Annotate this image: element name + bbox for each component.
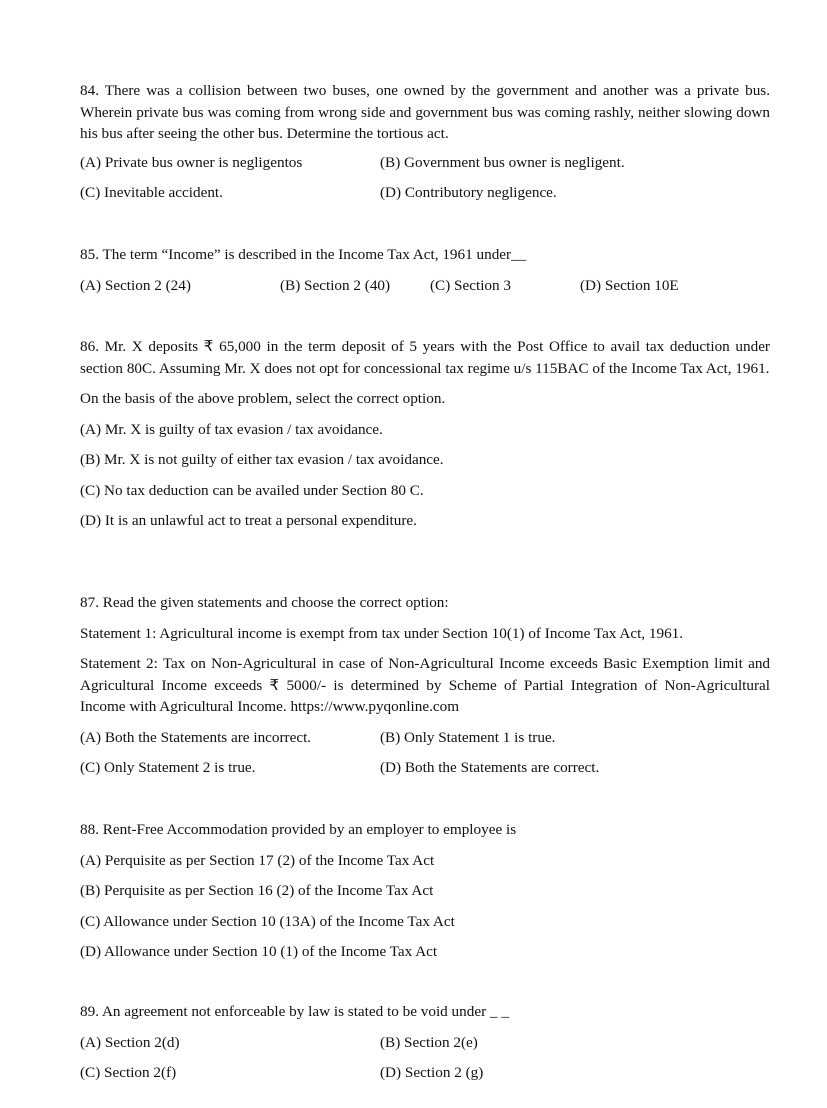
option-a: (A) Perquisite as per Section 17 (2) of the Income Tax Act	[80, 851, 435, 869]
question-subtext: On the basis of the above problem, select the correct option.	[80, 390, 446, 407]
option-b: (B) Section 2 (40)	[280, 276, 391, 294]
options-grid	[80, 1032, 770, 1054]
option-d: (D) Section 10E	[580, 276, 679, 294]
question-text: 86. Mr. X deposits ₹ 65,000 in the term deposit of 5 years with the Post Office to avail tax deduction under section 80C. Assuming Mr. X does not opt for concessional tax regime u/s 115BAC of the Income Tax Act, 1961.	[80, 338, 770, 377]
question-85	[80, 244, 770, 296]
question-84	[80, 80, 770, 204]
question-text: 88. Rent-Free Accommodation provided by an employer to employee is	[80, 821, 517, 838]
options-grid	[80, 727, 770, 749]
option-d: (D) Contributory negligence.	[380, 184, 557, 201]
option-c: (C) Inevitable accident.	[80, 184, 223, 201]
options-grid	[80, 275, 770, 297]
option-b: (B) Mr. X is not guilty of either tax evasion / tax avoidance.	[80, 451, 444, 468]
option-a: (A) Mr. X is guilty of tax evasion / tax avoidance.	[80, 420, 383, 438]
option-b: (B) Section 2(e)	[380, 1033, 478, 1051]
option-a: (A) Private bus owner is negligentos	[80, 153, 303, 171]
option-d: (D) Both the Statements are correct.	[380, 759, 600, 776]
question-text: 84. There was a collision between two buses, one owned by the government and another was a private bus. Wherein private bus was coming from wrong side and government bus was coming rashly, neither slowing down his bus after seeing the other bus. Determine the tortious act.	[80, 82, 770, 142]
option-a: (A) Section 2(d)	[80, 1033, 180, 1051]
statement-2: Statement 2: Tax on Non-Agricultural in case of Non-Agricultural Income exceeds Basic Exemption limit and Agricultural Income exceeds ₹ 5000/- is determined by Scheme of Partial Integration of Non-Agricultural Income with Agricultural Income. https://www.pyqonline.com	[80, 655, 770, 715]
options-grid	[80, 1062, 770, 1084]
question-text: 87. Read the given statements and choose the correct option:	[80, 594, 449, 611]
question-text: 85. The term “Income” is described in the Income Tax Act, 1961 under__	[80, 246, 527, 263]
option-a: (A) Section 2 (24)	[80, 276, 191, 294]
option-c: (C) Section 2(f)	[80, 1064, 177, 1081]
question-89	[80, 1001, 770, 1084]
question-text: 89. An agreement not enforceable by law is stated to be void under _ _	[80, 1003, 509, 1020]
options-grid	[80, 152, 770, 174]
option-c: (C) Section 3	[430, 276, 511, 294]
option-c: (C) Only Statement 2 is true.	[80, 759, 256, 776]
question-87	[80, 592, 770, 779]
options-grid	[80, 182, 770, 204]
option-c: (C) No tax deduction can be availed under Section 80 C.	[80, 481, 424, 499]
question-88	[80, 819, 770, 963]
option-b: (B) Only Statement 1 is true.	[380, 728, 556, 746]
option-d: (D) Section 2 (g)	[380, 1064, 484, 1081]
option-d: (D) Allowance under Section 10 (1) of the Income Tax Act	[80, 943, 438, 960]
options-grid	[80, 757, 770, 779]
option-d: (D) It is an unlawful act to treat a personal expenditure.	[80, 512, 417, 529]
option-b: (B) Perquisite as per Section 16 (2) of the Income Tax Act	[80, 882, 434, 899]
question-86	[80, 336, 770, 532]
statement-1: Statement 1: Agricultural income is exempt from tax under Section 10(1) of Income Tax Act, 1961.	[80, 624, 684, 642]
option-a: (A) Both the Statements are incorrect.	[80, 728, 312, 746]
option-c: (C) Allowance under Section 10 (13A) of the Income Tax Act	[80, 912, 455, 930]
option-b: (B) Government bus owner is negligent.	[380, 153, 625, 171]
